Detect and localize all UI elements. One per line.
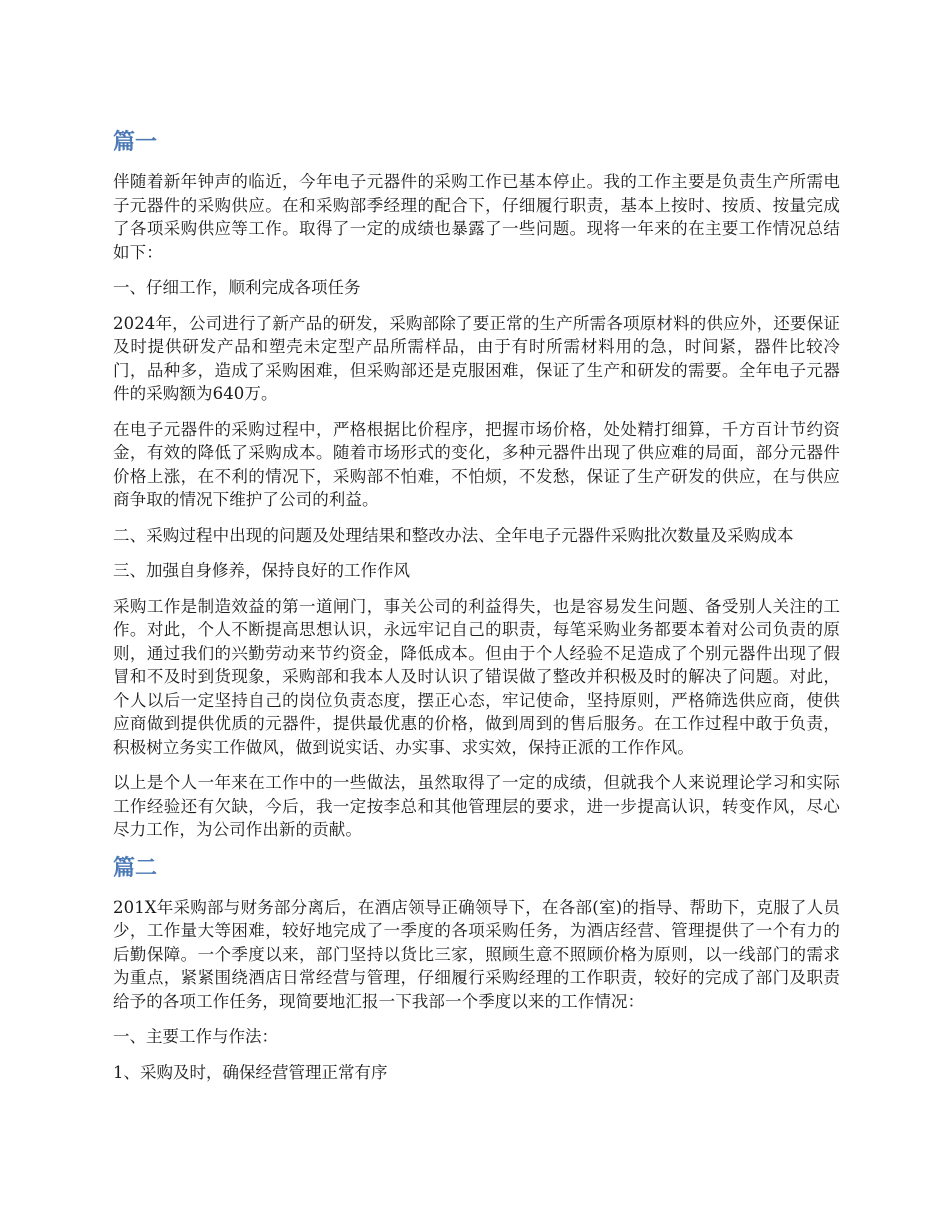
- paragraph: 伴随着新年钟声的临近，今年电子元器件的采购工作已基本停止。我的工作主要是负责生产所需电子元器件的采购供应。在和采购部季经理的配合下，仔细履行职责，基本上按时、按质、按量完成了各项采购供应等工作。取得了一定的成绩也暴露了一些问题。现将一年来的在主要工作情况总结如下：: [113, 172, 840, 262]
- document-body: [113, 120, 840, 1096]
- paragraph: 在电子元器件的采购过程中，严格根据比价程序，把握市场价格，处处精打细算，千方百计节约资金，有效的降低了采购成本。随着市场形式的变化，多种元器件出现了供应难的局面，部分元器件价格上涨，在不利的情况下，采购部不怕难，不怕烦，不发愁，保证了生产研发的供应，在与供应商争取的情况下维护了公司的利益。: [113, 419, 840, 509]
- paragraph: 2024年，公司进行了新产品的研发，采购部除了要正常的生产所需各项原材料的供应外，还要保证及时提供研发产品和塑壳未定型产品所需样品，由于有时所需材料用的急，时间紧，器件比较冷门，品种多，造成了采购困难，但采购部还是克服困难，保证了生产和研发的需要。全年电子元器件的采购额为640万。: [113, 313, 840, 403]
- section-heading-part2: 篇二: [113, 855, 158, 881]
- subsection-title: 1、采购及时，确保经营管理正常有序: [113, 1062, 388, 1082]
- subsection-title: 三、加强自身修养，保持良好的工作作风: [113, 561, 410, 580]
- paragraph: 采购工作是制造效益的第一道闸门，事关公司的利益得失，也是容易发生问题、备受别人关注的工作。对此，个人不断提高思想认识，永远牢记自己的职责，每笔采购业务都要本着对公司负责的原则，通过我们的兴勤劳动来节约资金，降低成本。但由于个人经验不足造成了个别元器件出现了假冒和不及时到货现象，采购部和我本人及时认识了错误做了整改并积极及时的解决了问题。对此，个人以后一定坚持自己的岗位负责态度，摆正心态，牢记使命，坚持原则，严格筛选供应商，使供应商做到提供优质的元器件，提供最优惠的价格，做到周到的售后服务。在工作过程中敢于负责，积极树立务实工作做风，做到说实话、办实事、求实效，保持正派的工作作风。: [113, 596, 840, 757]
- subsection-title: 二、采购过程中出现的问题及处理结果和整改办法、全年电子元器件采购批次数量及采购成本: [113, 525, 794, 545]
- subsection-title: 一、主要工作与作法：: [113, 1027, 278, 1046]
- subsection-title: 一、仔细工作，顺利完成各项任务: [113, 278, 361, 297]
- paragraph: 201X年采购部与财务部分离后，在酒店领导正确领导下，在各部(室)的指导、帮助下，克服了人员少，工作量大等困难，较好地完成了一季度的各项采购任务，为酒店经营、管理提供了一个有力的后勤保障。一个季度以来，部门坚持以货比三家，照顾生意不照顾价格为原则，以一线部门的需求为重点，紧紧围绕酒店日常经营与管理，仔细履行采购经理的工作职责，较好的完成了部门及职责给予的各项工作任务，现简要地汇报一下我部一个季度以来的工作情况：: [113, 897, 840, 1011]
- paragraph: 以上是个人一年来在工作中的一些做法，虽然取得了一定的成绩，但就我个人来说理论学习和实际工作经验还有欠缺，今后，我一定按李总和其他管理层的要求，进一步提高认识，转变作风，尽心尽力工作，为公司作出新的贡献。: [113, 773, 840, 839]
- section-heading-part1: 篇一: [113, 130, 158, 155]
